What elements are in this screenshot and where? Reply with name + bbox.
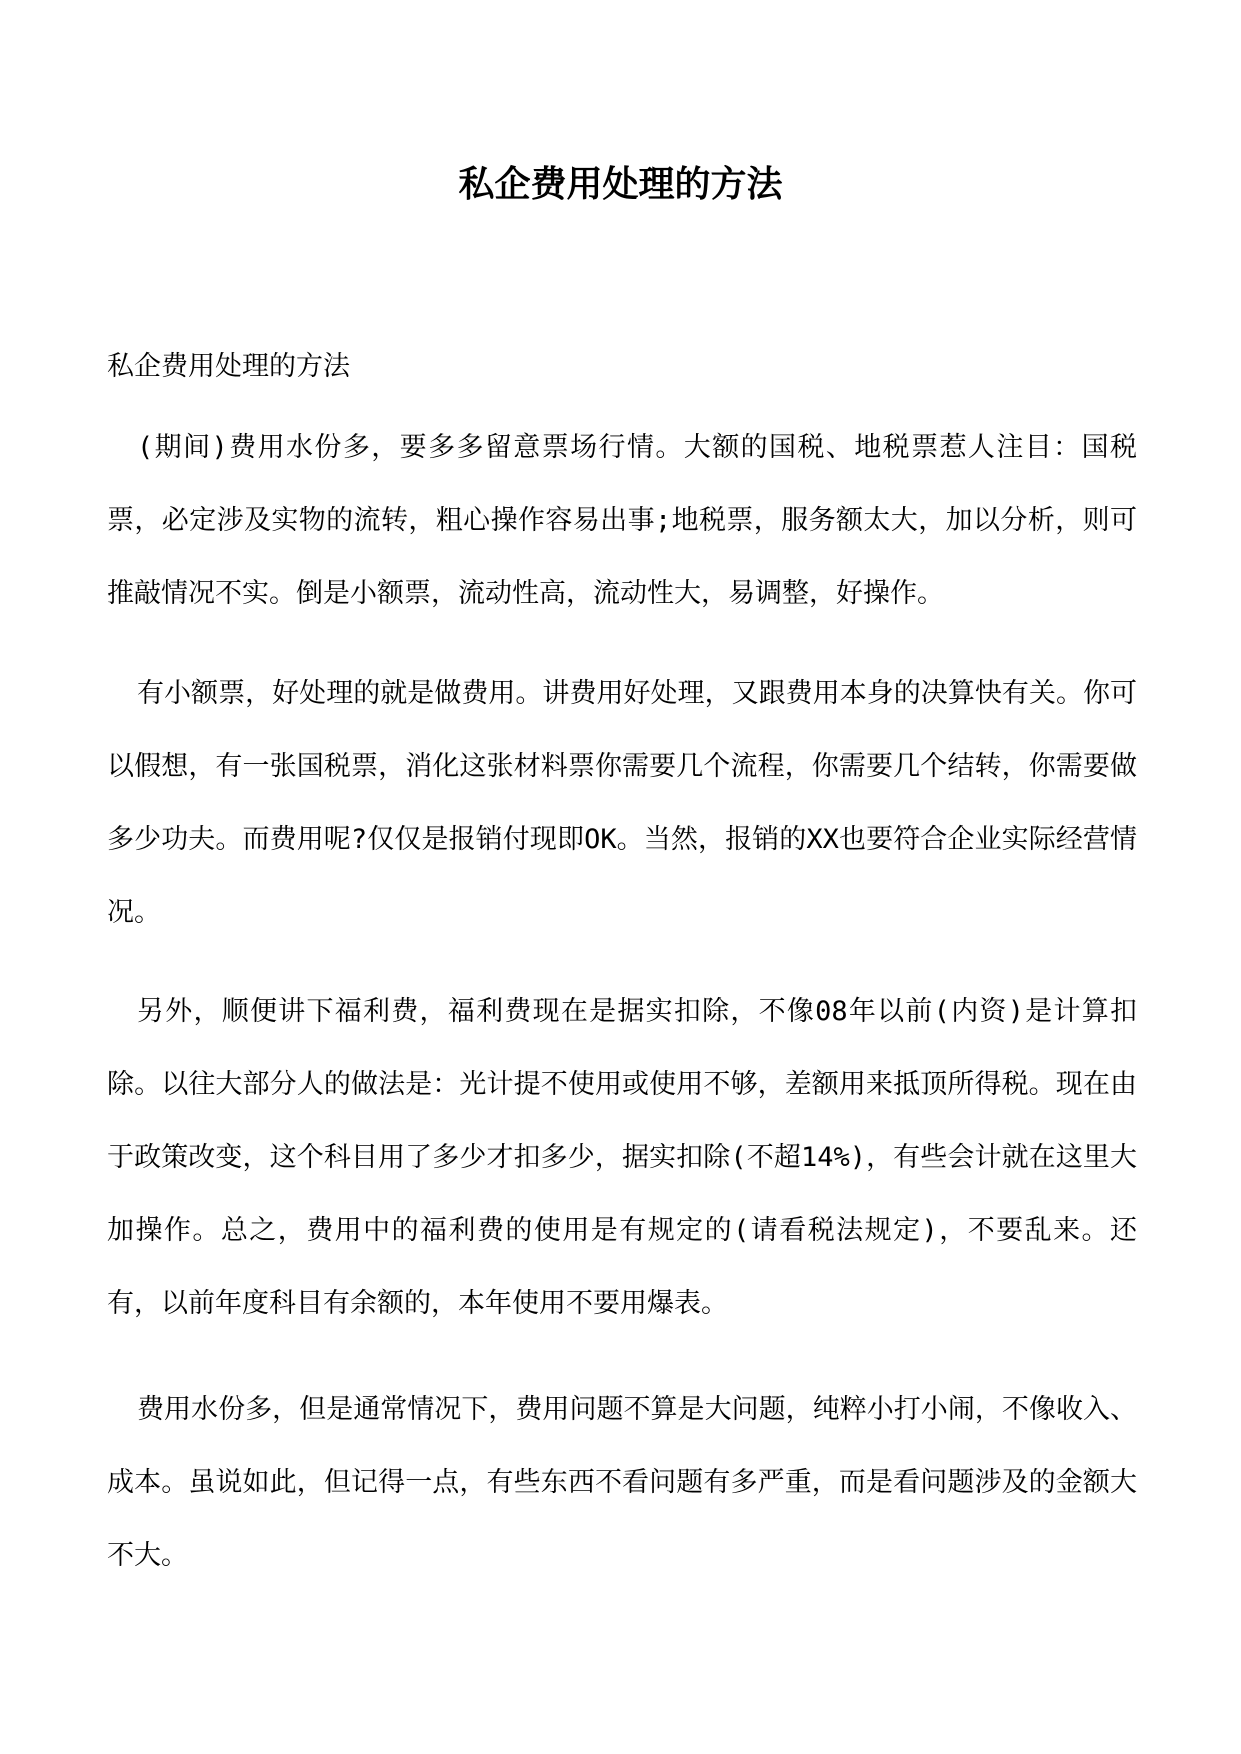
paragraph: 另外，顺便讲下福利费，福利费现在是据实扣除，不像08年以前(内资)是计算扣除。以往大部分人的做法是：光计提不使用或使用不够，差额用来抵顶所得税。现在由于政策改变，这个科目用了多少才扣多少，据实扣除(不超14%)，有些会计就在这里大加操作。总之，费用中的福利费的使用是有规定的(请看税法规定)，不要乱来。还有，以前年度科目有余额的，本年使用不要用爆表。 — [107, 996, 1137, 1319]
document-subtitle: 私企费用处理的方法 — [107, 351, 350, 382]
paragraph: 有小额票，好处理的就是做费用。讲费用好处理，又跟费用本身的决算快有关。你可以假想，有一张国税票，消化这张材料票你需要几个流程，你需要几个结转，你需要做多少功夫。而费用呢?仅仅是报销付现即OK。当然，报销的XX也要符合企业实际经营情况。 — [107, 678, 1137, 928]
paragraph: 费用水份多，但是通常情况下，费用问题不算是大问题，纯粹小打小闹，不像收入、成本。虽说如此，但记得一点，有些东西不看问题有多严重，而是看问题涉及的金额大不大。 — [107, 1394, 1137, 1571]
document-title: 私企费用处理的方法 — [458, 163, 783, 205]
paragraph: (期间)费用水份多，要多多留意票场行情。大额的国税、地税票惹人注目：国税票，必定涉及实物的流转，粗心操作容易出事;地税票，服务额太大，加以分析，则可推敲情况不实。倒是小额票，流动性高，流动性大，易调整，好操作。 — [107, 432, 1137, 609]
